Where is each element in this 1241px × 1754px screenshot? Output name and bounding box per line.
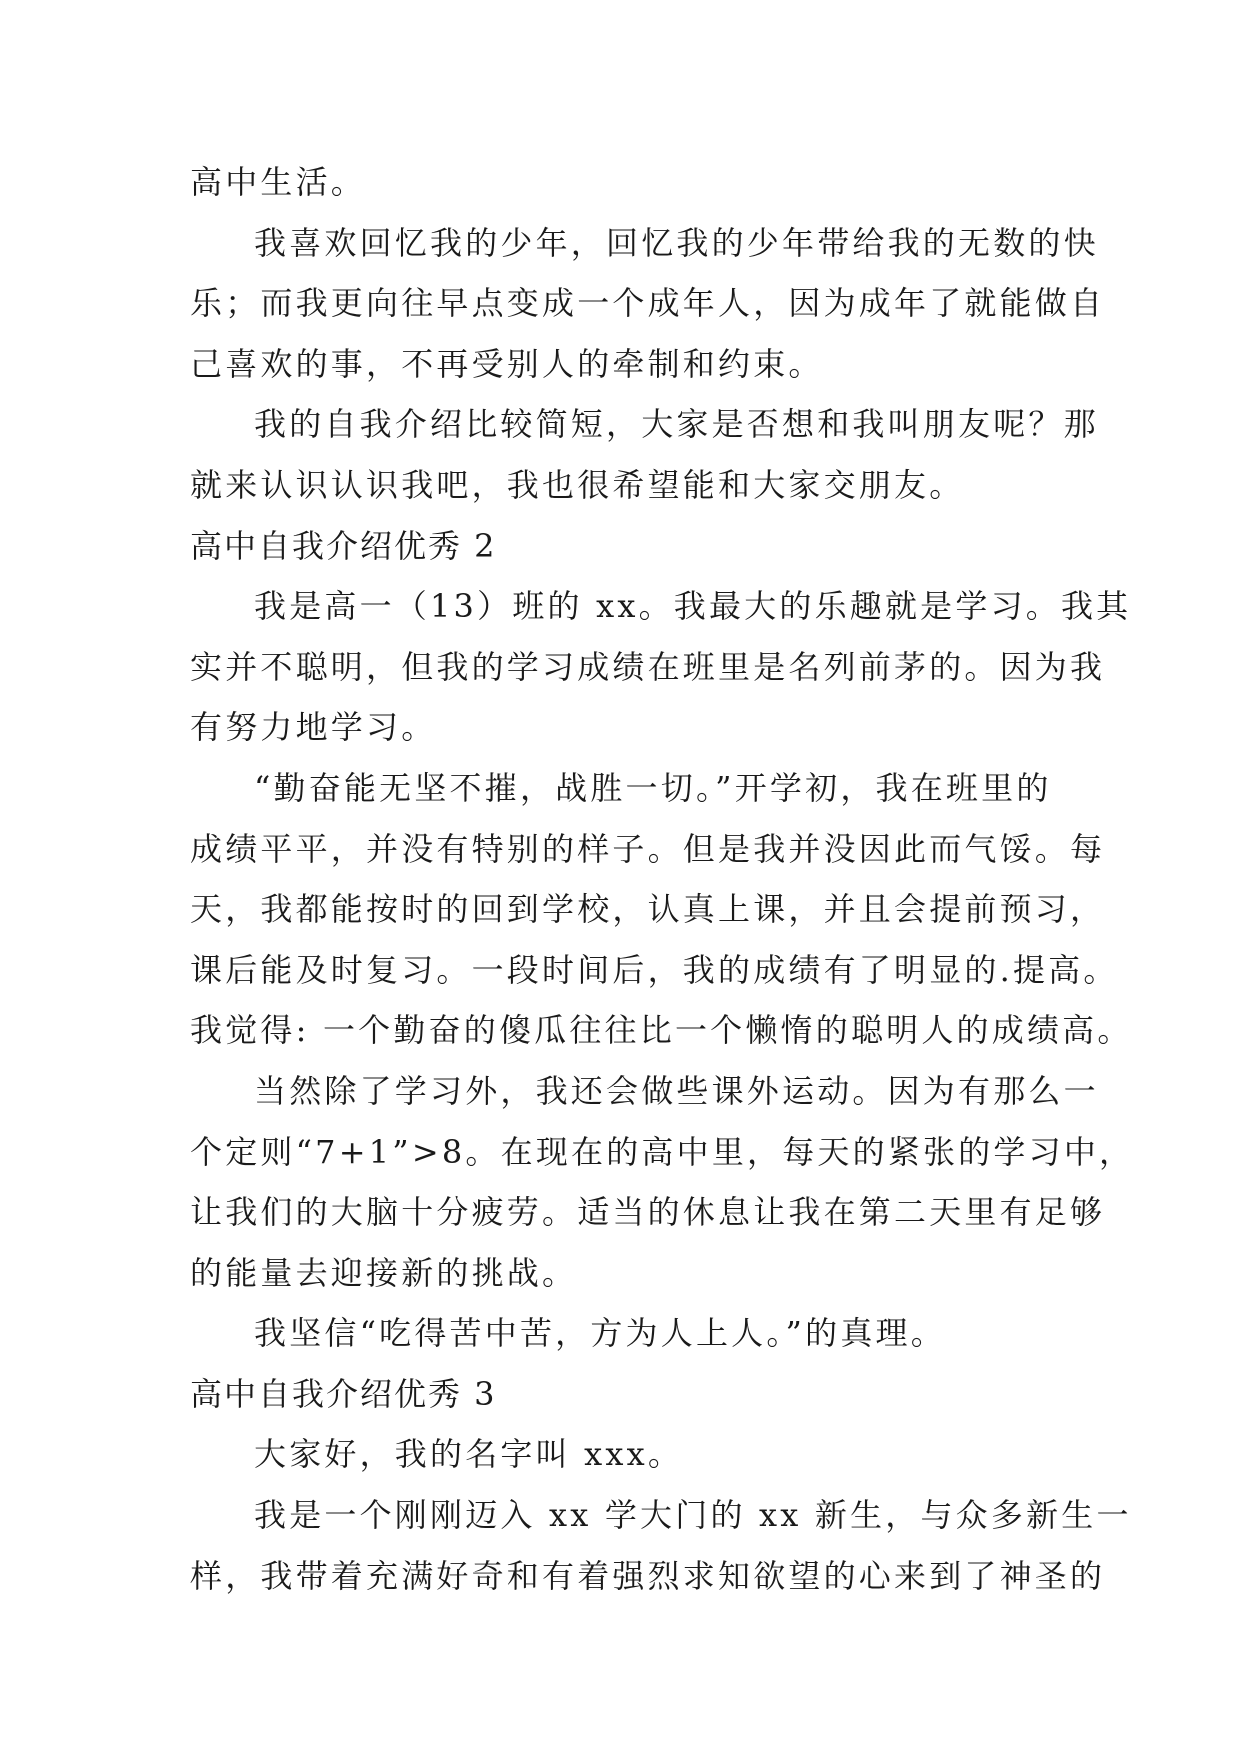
section-heading: 高中自我介绍优秀 3 xyxy=(190,1374,497,1413)
text-line: 成绩平平，并没有特别的样子。但是我并没因此而气馁。每 xyxy=(190,829,1106,868)
text-line: 让我们的大脑十分疲劳。适当的休息让我在第二天里有足够 xyxy=(190,1193,1106,1232)
text-line: 高中生活。 xyxy=(190,163,367,201)
text-line: 乐；而我更向往早点变成一个成年人，因为成年了就能做自 xyxy=(190,284,1106,323)
text-line: 个定则“7+1”>8。在现在的高中里，每天的紧张的学习中， xyxy=(190,1132,1135,1171)
text-line: 就来认识认识我吧，我也很希望能和大家交朋友。 xyxy=(190,465,965,504)
paragraph-start-line: 我坚信“吃得苦中苦，方为人上人。”的真理。 xyxy=(254,1314,946,1353)
section-heading: 高中自我介绍优秀 2 xyxy=(190,526,497,565)
paragraph-start-line: 我是高一（13）班的 xx。我最大的乐趣就是学习。我其 xyxy=(254,587,1132,626)
text-line: 实并不聪明，但我的学习成绩在班里是名列前茅的。因为我 xyxy=(190,647,1106,686)
paragraph-start-line: “勤奋能无坚不摧，战胜一切。”开学初，我在班里的 xyxy=(254,768,1052,807)
text-line: 的能量去迎接新的挑战。 xyxy=(190,1253,578,1292)
paragraph-start-line: 我的自我介绍比较简短，大家是否想和我叫朋友呢？那 xyxy=(254,405,1099,444)
paragraph-start-line: 我喜欢回忆我的少年，回忆我的少年带给我的无数的快 xyxy=(254,223,1099,262)
text-line: 己喜欢的事，不再受别人的牵制和约束。 xyxy=(190,344,824,383)
text-line: 课后能及时复习。一段时间后，我的成绩有了明显的.提高。 xyxy=(190,950,1119,989)
text-line: 有努力地学习。 xyxy=(190,708,437,747)
document-body xyxy=(190,152,1135,1606)
text-line: 天，我都能按时的回到学校，认真上课，并且会提前预习， xyxy=(190,890,1106,929)
paragraph-start-line: 大家好，我的名字叫 xxx。 xyxy=(254,1435,684,1474)
text-line: 我觉得: 一个勤奋的傻瓜往往比一个懒惰的聪明人的成绩高。 xyxy=(190,1011,1133,1050)
text-line: 样，我带着充满好奇和有着强烈求知欲望的心来到了神圣的 xyxy=(190,1556,1106,1595)
paragraph-start-line: 我是一个刚刚迈入 xx 学大门的 xx 新生，与众多新生一 xyxy=(254,1496,1132,1535)
paragraph-start-line: 当然除了学习外，我还会做些课外运动。因为有那么一 xyxy=(254,1071,1099,1110)
